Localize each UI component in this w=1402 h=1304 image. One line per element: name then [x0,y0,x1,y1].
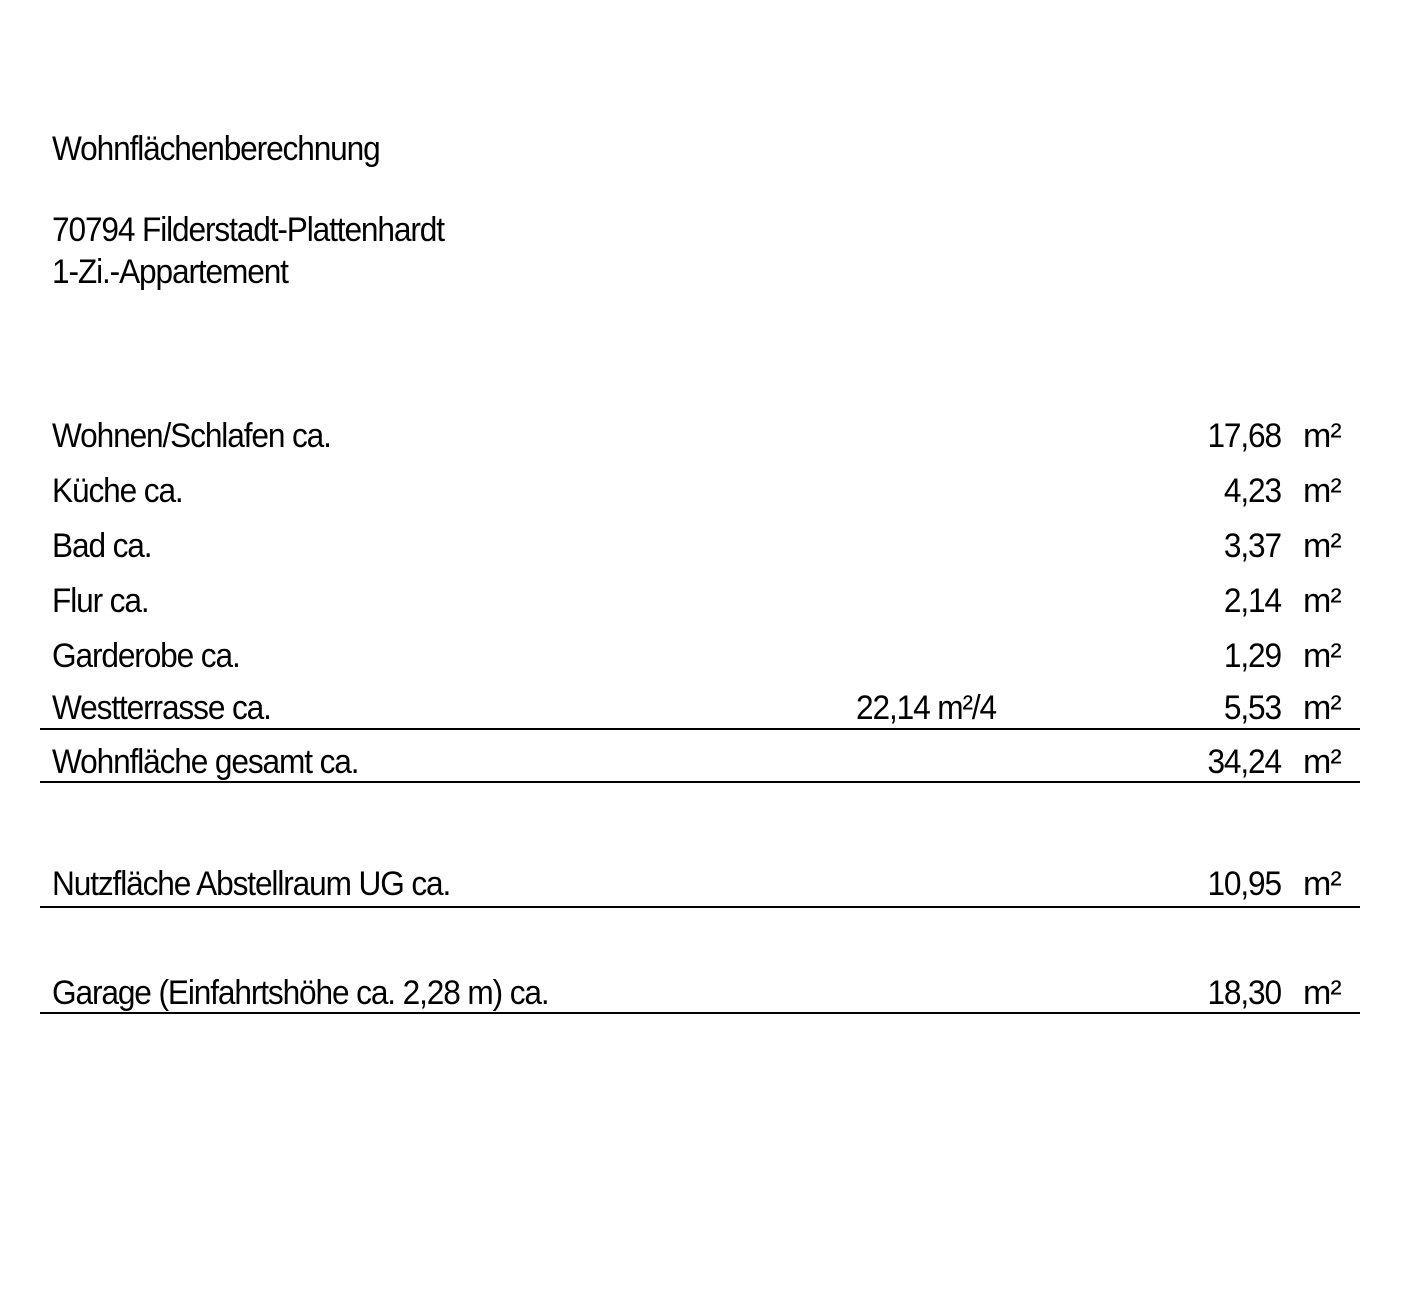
divider-line [40,728,1360,730]
divider-line [40,1012,1360,1014]
document-title: Wohnflächenberechnung [52,130,380,168]
garage-label: Garage (Einfahrtshöhe ca. 2,28 m) ca. [52,974,549,1012]
room-unit: m² [1303,689,1341,727]
room-value: 3,37 [1223,527,1281,565]
room-value: 4,23 [1223,472,1281,510]
room-unit: m² [1303,472,1341,510]
room-unit: m² [1303,637,1341,675]
room-calc: 22,14 m²/4 [856,689,996,727]
room-label: Westterrasse ca. [52,689,271,727]
divider-line [40,781,1360,783]
room-value: 2,14 [1223,582,1281,620]
room-unit: m² [1303,527,1341,565]
address: 70794 Filderstadt-Plattenhardt [52,211,444,249]
room-value: 1,29 [1223,637,1281,675]
room-label: Flur ca. [52,582,149,620]
room-value: 5,53 [1223,689,1281,727]
total-label: Wohnfläche gesamt ca. [52,743,359,781]
storage-label: Nutzfläche Abstellraum UG ca. [52,865,451,903]
room-label: Küche ca. [52,472,183,510]
garage-unit: m² [1303,974,1341,1012]
storage-value: 10,95 [1207,865,1281,903]
total-unit: m² [1303,743,1341,781]
garage-value: 18,30 [1207,974,1281,1012]
total-value: 34,24 [1207,743,1281,781]
room-unit: m² [1303,582,1341,620]
room-label: Bad ca. [52,527,152,565]
storage-unit: m² [1303,865,1341,903]
unit-type: 1-Zi.-Appartement [52,253,288,291]
divider-line [40,906,1360,908]
room-label: Garderobe ca. [52,637,240,675]
room-value: 17,68 [1207,417,1281,455]
room-label: Wohnen/Schlafen ca. [52,417,331,455]
room-unit: m² [1303,417,1341,455]
